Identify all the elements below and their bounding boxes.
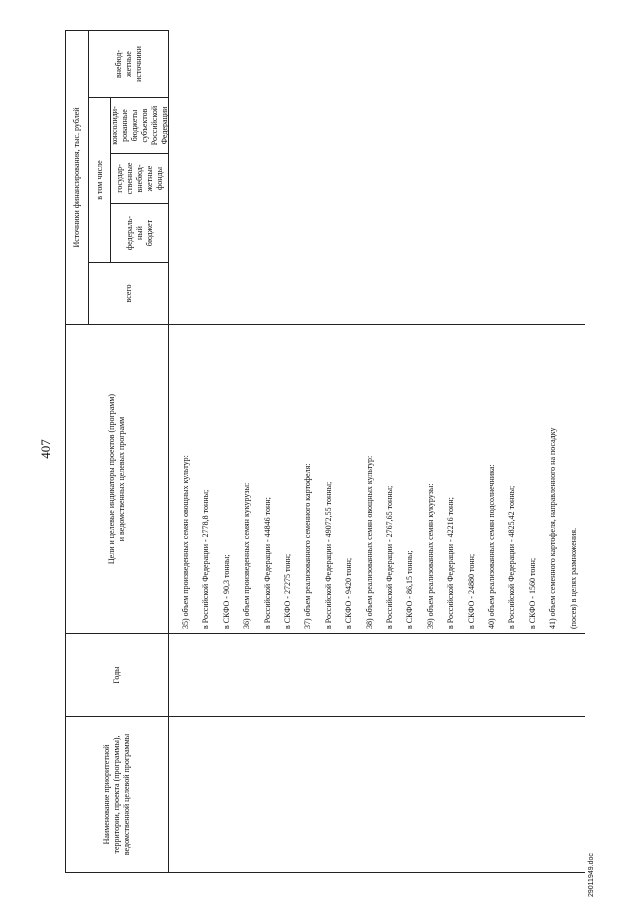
- goal-line: в СКФО - 86,15 тонны;: [405, 550, 415, 629]
- header-federal: федераль- ный бюджет: [124, 215, 154, 251]
- header-goals: Цели и целевые индикаторы проектов (программ) и ведомственных целевых программ: [107, 393, 126, 565]
- table-left-border: [65, 872, 585, 873]
- goal-line: 39) объем реализованных семян кукурузы:: [425, 483, 435, 629]
- goal-line: 41) объем семенного картофеля, направленного на посадку: [548, 427, 558, 629]
- goal-line: 40) объем реализованных семян подсолнечника:: [487, 464, 496, 629]
- goal-line: 36) объем произведенных семян кукурузы:: [242, 482, 252, 629]
- goal-line: в Российской Федерации - 42216 тонн;: [446, 497, 456, 629]
- header-bottom-border: [168, 31, 169, 873]
- goal-line: в Российской Федерации - 2767,65 тонны;: [385, 485, 394, 629]
- header-funding: Источники финансирования, тыс. рублей: [72, 107, 81, 248]
- goal-line: (посев) в целях размножения.: [568, 527, 578, 629]
- page-number: 407: [38, 439, 53, 459]
- header-extrabudget: внебюд- жетные источники: [113, 46, 143, 82]
- goal-line: 37) объем реализованного семенного картофеля:: [303, 463, 313, 629]
- goal-line: в СКФО - 24880 тонн;: [466, 553, 476, 629]
- header-regional: консолиди- рованные бюджеты субъектов Российской Федерации: [109, 105, 169, 146]
- header-including: в том числе: [94, 160, 104, 200]
- header-years: Годы: [112, 666, 121, 684]
- goal-line: 38) объем реализованных семян овощных культур:: [364, 455, 374, 629]
- goal-line: в Российской Федерации - 4825,42 тонны;: [507, 485, 517, 629]
- header-state-funds: государ- ственные внебюд- жетные фонды: [114, 162, 164, 195]
- goal-line: в Российской Федерации - 2778,8 тонны;: [201, 489, 211, 629]
- header-total: всего: [123, 284, 133, 303]
- document-id: 29011949.doc: [588, 853, 595, 897]
- goal-line: в СКФО - 90,3 тонны;: [221, 554, 231, 629]
- goal-line: в Российской Федерации - 44846 тонн;: [262, 497, 272, 629]
- goal-line: в СКФО - 27275 тонн;: [283, 553, 292, 629]
- goal-line: в СКФО - 1560 тонн;: [527, 557, 537, 629]
- goal-line: 35) объем произведенных семян овощных культур:: [181, 455, 190, 629]
- goal-line: в СКФО - 9420 тонн;: [344, 557, 354, 629]
- header-name: Наименование приоритетной территории, проекта (программы), ведомственной целевой программы: [102, 733, 131, 856]
- goal-line: в Российской Федерации - 49072,55 тонны;: [323, 481, 333, 629]
